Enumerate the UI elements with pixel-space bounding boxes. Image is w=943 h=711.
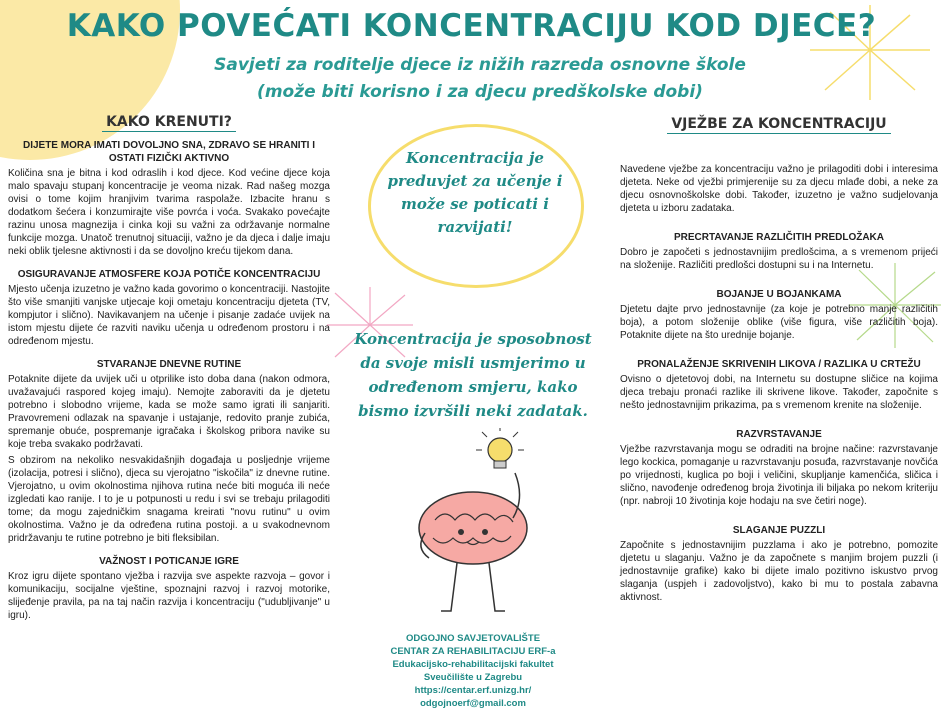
section-text: Djetetu dajte prvo jednostavnije (za koje je potrebno manje različitih boja), a potom složenije oblike (više figura, više različitih boja). Potaknite dijete na što urednije bojanje.: [620, 304, 938, 341]
section-title: PRONALAŽENJE SKRIVENIH LIKOVA / RAZLIKA U CRTEŽU: [637, 359, 921, 370]
left-column-heading: KAKO KRENUTI?: [8, 116, 330, 129]
section-title: VAŽNOST I POTICANJE IGRE: [99, 556, 239, 567]
page-title: KAKO POVEĆATI KONCENTRACIJU KOD DJECE?: [66, 8, 877, 44]
brain-lightbulb-illustration: [405, 428, 545, 628]
section-text: S obzirom na nekoliko nesvakidašnjih događaja u posljednje vrijeme (izolacija, potresi i slično), djeca su vjerojatno "iskočila" iz dnevne rutine. Vjerojatno, u ovim okolnostima njihova rutina neće biti moguća ili neće izgledati kao ranije. I to je u potpunosti u redu i svi se trebaju prilagoditi tome; da mogu zajedničkim snagama kreirati "novu rutinu" u ovim okolnostima. Važno je da određena rutina postoji. a u svakodnevnom pridržavanju te rutine potrebno je biti fleksibilan.: [8, 455, 330, 544]
section-text: Potaknite dijete da uvijek uči u otprilike isto doba dana (nakon odmora, uvažavajući raspored kojeg imaju). Nemojte zaboraviti da je djetetu potrebno i slobodno vrijeme, kada se može samo igrati ili sanjariti. Pravovremeni odlazak na spavanje i ustajanje, redovito pranje zubića, spremanje obuće, pospremanje igračaka i školskog pribora navike su koje treba svakako podržavati.: [8, 374, 330, 450]
section-title: DIJETE MORA IMATI DOVOLJNO SNA, ZDRAVO SE HRANITI I OSTATI FIZIČKI AKTIVNO: [22, 140, 316, 164]
section-text: Količina sna je bitna i kod odraslih i kod djece. Kod većine djece koja malo spavaju stupanj koncentracije je veoma nizak. Rad našeg mozga ovisi o tome kojim hranjivim tvarima raspolaže. Izbacite hranu s dodatkom šećera i konzumirajte više povrća i voća. Svakako povećajte razinu unosa magnezija i cinka koji su važni za održavanje normalne funkcije mozga. Unatoč trenutnoj situaciji, važno je da djeca i dalje imaju neki oblik tjelesne aktivnosti i da se dovoljno kreću tijekom dana.: [8, 168, 330, 257]
section-text: Mjesto učenja izuzetno je važno kada govorimo o koncentraciji. Nastojite što više smanjiti vanjske utjecaje koji ometaju koncentraciju djeteta (TV, kompjutor i slično). Navikavanjem na učenje i pisanje zadaće uvijek na istom mjestu dijete će razviti naviku učenja u određenom prostoru i na određenom mjestu.: [8, 284, 330, 347]
footer-line: Sveučilište u Zagrebu: [423, 672, 523, 683]
section-title: RAZVRSTAVANJE: [736, 429, 822, 440]
subtitle-line-2: (može biti korisno i za djecu predškolske dobi): [257, 82, 703, 102]
footer-website-link[interactable]: https://centar.erf.unizg.hr/: [414, 685, 532, 696]
footer-email-link[interactable]: odgojnoerf@gmail.com: [420, 698, 526, 709]
footer-line: ODGOJNO SAVJETOVALIŠTE: [405, 633, 541, 644]
quote-concentration-prerequisite: Koncentracija je preduvjet za učenje i može se poticati i razvijati!: [387, 149, 563, 236]
section-title: BOJANJE U BOJANKAMA: [716, 289, 842, 300]
footer-line: Edukacijsko-rehabilitacijski fakultet: [392, 659, 554, 670]
section-title: OSIGURAVANJE ATMOSFERE KOJA POTIČE KONCENTRACIJU: [17, 269, 321, 280]
right-column: [620, 118, 938, 620]
subtitle-line-1: Savjeti za roditelje djece iz nižih razreda osnovne škole: [214, 55, 746, 75]
intro-text: Navedene vježbe za koncentraciju važno je prilagoditi dobi i interesima djeteta. Neke od vježbi primjerenije su za djecu mlađe dobi, a neke za djecu osnovnoškolske dobi. Također, izuzetno je važno sudjelovanja djeteta u izboru zadataka.: [620, 164, 938, 214]
section-text: Dobro je započeti s jednostavnijim predlošcima, a s vremenom prijeći na složenije. Različiti predlošci dostupni su i na Internetu.: [620, 247, 938, 271]
section-text: Započnite s jednostavnijim puzzlama i ako je potrebno, pomozite djetetu u slaganju. Važno je da započnete s manjim brojem puzzli (i jednostavnije grafike) kako bi dijete imalo pozitivno iskustvo prvog slaganja (uspjeh i zadovoljstvo), kako bi mu to postala zabavna aktivnost.: [620, 540, 938, 603]
section-text: Ovisno o djetetovoj dobi, na Internetu su dostupne sličice na kojima djeca trebaju pronaći razlike ili skrivene likove. Također, započnite s nešto jednostavnijim prikazima, pa s vremenom krenite na složenije.: [620, 374, 938, 411]
section-title: PRECRTAVANJE RAZLIČITIH PREDLOŽAKA: [674, 232, 884, 243]
organization-footer: [370, 632, 576, 710]
quote-concentration-definition: Koncentracija je sposobnost da svoje misli usmjerimo u određenom smjeru, kako bismo izvršili neki zadatak.: [354, 330, 592, 420]
section-text: Vježbe razvrstavanja mogu se odraditi na brojne načine: razvrstavanje lego kockica, pomaganje u razvrstavanju posuđa, razvrstavanje novčića po vrijednosti, kuglica po boji i veličini, skupljanje kamenčića, sličica i slično, navođenje određenog broja životinja ili biljaka po nekom kriteriju (npr. nabroji 10 životinja koje hodaju na sve četiri noge).: [620, 444, 938, 507]
section-text: Kroz igru dijete spontano vježba i razvija sve aspekte razvoja – govor i komunikaciju, socijalne vještine, spoznajni razvoj i razvoj motorike, slijeđenje pravila, pa na taj način razvija i koncentraciju ("udubljivanje" u igru).: [8, 571, 330, 621]
section-title: SLAGANJE PUZZLI: [732, 525, 826, 536]
right-column-heading: VJEŽBE ZA KONCENTRACIJU: [620, 118, 938, 131]
footer-line: CENTAR ZA REHABILITACIJU ERF-a: [390, 646, 556, 657]
left-column: [8, 116, 330, 632]
section-title: STVARANJE DNEVNE RUTINE: [96, 359, 242, 370]
